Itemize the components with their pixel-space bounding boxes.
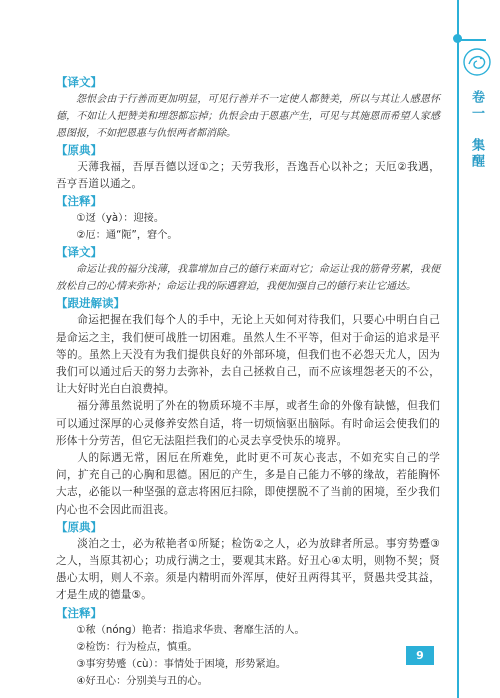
annotation-line: ①迓（yà）：迎接。: [76, 213, 165, 225]
page-content: [56, 74, 440, 690]
section-heading: 【跟进解读】: [56, 296, 125, 311]
body-paragraph: 天薄我福，吾厚吾德以迓①之；天劳我形，吾逸吾心以补之；天厄②我遇，吾亨吾道以通之。: [56, 161, 440, 191]
chapter-label: 卷一 集醒: [469, 90, 484, 170]
body-paragraph: 人的际遇无常，困厄在所难免，此时更不可灰心丧志，不如充实自己的学问，扩充自己的心胸和思德。困厄的产生，多是自己能力不够的缘故，若能胸怀大志，必能以一种坚强的意志将困厄扫除，即使摆脱不了当前的困境，至少我们内心也不会因此而沮丧。: [56, 452, 440, 516]
annotation-line: ②检饬：行为检点，慎重。: [76, 641, 198, 653]
annotation-line: ④好丑心：分别美与丑的心。: [76, 675, 208, 687]
section-heading: 【原典】: [56, 519, 102, 534]
section-heading: 【注释】: [56, 605, 102, 620]
annotation-line: ③事穷势蹙（cù）：事情处于困境，形势紧迫。: [76, 658, 287, 670]
dragon-emblem-icon: [461, 46, 493, 78]
annotation-line: ②厄：通“阨”，窘个。: [76, 230, 178, 242]
section-heading: 【译文】: [56, 245, 102, 260]
annotation-line: ①秾（nóng）艳者：指追求华贵、奢靡生活的人。: [76, 624, 305, 636]
margin-tick: [458, 39, 486, 41]
section-heading: 【原典】: [56, 143, 102, 157]
page-number: 9: [406, 646, 434, 665]
body-paragraph: 福分薄虽然说明了外在的物质环境不丰厚，或者生命的外像有缺憾，但我们可以通过深厚的心灵修养安然自适，将一切烦恼驱出脑际。有时命运会使我们的形体十分劳苦，但它无法阻拦我们的心灵去享受快乐的境界。: [56, 400, 440, 447]
body-paragraph: 淡泊之士，必为秾艳者①所疑；检饬②之人，必为放肆者所忌。事穷势蹙③之人，当原其初心；功成行满之士，要观其末路。好丑心④太明，则物不契；贤愚心太明，则人不亲。须是内精明而外浑厚，使好丑两得其平，贤愚共受其益，才是生成的德量⑤。: [56, 537, 440, 602]
body-paragraph: 命运把握在我们每个人的手中，无论上天如何对待我们，只要心中明白自己是命运之主，我们便可战胜一切困难。虽然人生不平等，但对于命运的追求是平等的。虽然上天没有为我们提供良好的外部环境，但我们也不必怨天尤人，因为我们可以通过后天的努力去弥补，去自己拯救自己，而不应该埋怨老天的不公，让大好时光白白浪费掉。: [56, 314, 440, 396]
translation-paragraph: 命运让我的福分浅薄，我靠增加自己的德行来面对它；命运让我的筋骨劳累，我便放松自己的心情来弥补；命运让我的际遇窘迫，我便加强自己的德行来让它通达。: [56, 264, 440, 293]
section-heading: 【注释】: [56, 194, 102, 209]
translation-paragraph: 怨恨会由于行善而更加明显，可见行善并不一定使人都赞美，所以与其让人感恩怀德，不如让人把赞美和埋怨都忘掉；仇恨会由于恩惠产生，可见与其施恩而希望人家感恩图报，不如把恩惠与仇恨两者都消除。: [56, 94, 440, 139]
margin-rule: [457, 0, 459, 698]
section-heading: 【译文】: [56, 75, 102, 89]
